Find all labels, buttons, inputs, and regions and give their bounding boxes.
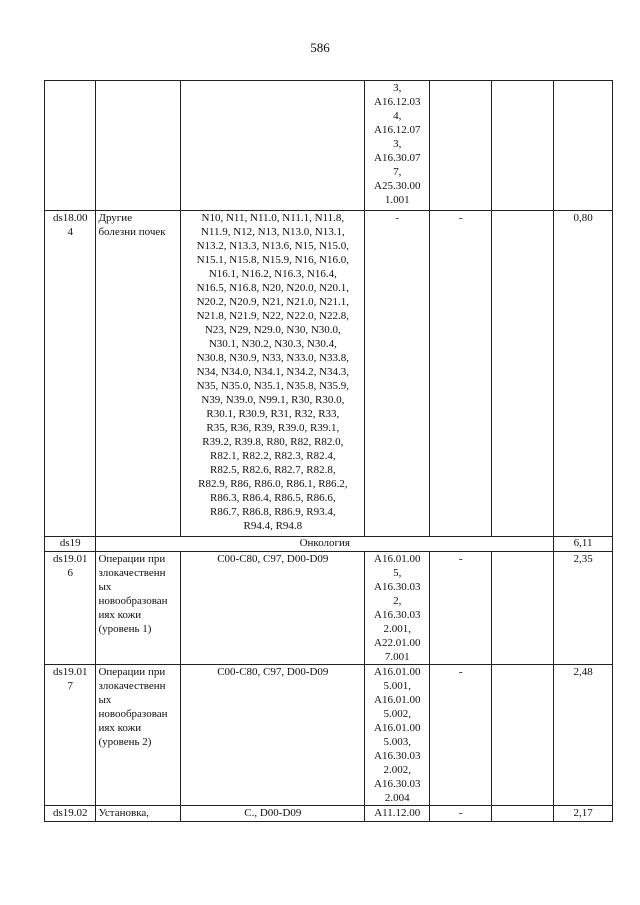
icd-codes-cell: C., D00-D09	[181, 806, 365, 822]
group-code-cell: ds19.01 6	[45, 552, 96, 665]
service-codes-cell: 3, A16.12.03 4, A16.12.07 3, A16.30.07 7, A25.30.00 1.001	[365, 81, 430, 211]
service-codes-cell: -	[365, 211, 430, 537]
group-code-cell	[45, 81, 96, 211]
group-name-cell: Операции при злокачественн ых новообразован иях кожи (уровень 2)	[96, 665, 181, 806]
extra-criteria-cell: -	[430, 552, 492, 665]
additional-cell	[492, 806, 554, 822]
section-code-cell: ds19	[45, 537, 96, 552]
table-row	[45, 81, 613, 211]
group-name-cell	[96, 81, 181, 211]
icd-codes-cell: C00-C80, C97, D00-D09	[181, 552, 365, 665]
tariff-table	[44, 80, 613, 822]
table-row	[45, 806, 613, 822]
group-code-cell: ds19.01 7	[45, 665, 96, 806]
additional-cell	[492, 665, 554, 806]
table-row	[45, 552, 613, 665]
page-number: 586	[310, 40, 330, 55]
section-coefficient-cell: 6,11	[554, 537, 613, 552]
additional-cell	[492, 552, 554, 665]
group-code-cell: ds18.00 4	[45, 211, 96, 537]
extra-criteria-cell	[430, 81, 492, 211]
service-codes-cell: A16.01.00 5, A16.30.03 2, A16.30.03 2.001, A22.01.00 7.001	[365, 552, 430, 665]
group-name-cell: Установка,	[96, 806, 181, 822]
coefficient-cell: 2,48	[554, 665, 613, 806]
section-title-cell: Онкология	[96, 537, 554, 552]
coefficient-cell	[554, 81, 613, 211]
service-codes-cell: A11.12.00	[365, 806, 430, 822]
coefficient-cell: 2,35	[554, 552, 613, 665]
group-name-cell: Операции при злокачественн ых новообразован иях кожи (уровень 1)	[96, 552, 181, 665]
extra-criteria-cell: -	[430, 211, 492, 537]
service-codes-cell: A16.01.00 5.001, A16.01.00 5.002, A16.01.00 5.003, A16.30.03 2.002, A16.30.03 2.004	[365, 665, 430, 806]
section-row	[45, 537, 613, 552]
group-code-cell: ds19.02	[45, 806, 96, 822]
coefficient-cell: 2,17	[554, 806, 613, 822]
icd-codes-cell: C00-C80, C97, D00-D09	[181, 665, 365, 806]
icd-codes-cell: N10, N11, N11.0, N11.1, N11.8, N11.9, N12, N13, N13.0, N13.1, N13.2, N13.3, N13.6, N15, N15.0, N15.1, N15.8, N15.9, N16, N16.0, N16.1, N16.2, N16.3, N16.4, N16.5, N16.8, N20, N20.0, N20.1, N20.2, N20.9, N21, N21.0, N21.1, N21.8, N21.9, N22, N22.0, N22.8, N23, N29, N29.0, N30, N30.0, N30.1, N30.2, N30.3, N30.4, N30.8, N30.9, N33, N33.0, N33.8, N34, N34.0, N34.1, N34.2, N34.3, N35, N35.0, N35.1, N35.8, N35.9, N39, N39.0, N99.1, R30, R30.0, R30.1, R30.9, R31, R32, R33, R35, R36, R39, R39.0, R39.1, R39.2, R39.8, R80, R82, R82.0, R82.1, R82.2, R82.3, R82.4, R82.5, R82.6, R82.7, R82.8, R82.9, R86, R86.0, R86.1, R86.2, R86.3, R86.4, R86.5, R86.6, R86.7, R86.8, R86.9, R93.4, R94.4, R94.8	[181, 211, 365, 537]
table-row	[45, 665, 613, 806]
icd-codes-cell	[181, 81, 365, 211]
additional-cell	[492, 81, 554, 211]
group-name-cell: Другие болезни почек	[96, 211, 181, 537]
table-row	[45, 211, 613, 537]
extra-criteria-cell: -	[430, 665, 492, 806]
coefficient-cell: 0,80	[554, 211, 613, 537]
additional-cell	[492, 211, 554, 537]
extra-criteria-cell: -	[430, 806, 492, 822]
